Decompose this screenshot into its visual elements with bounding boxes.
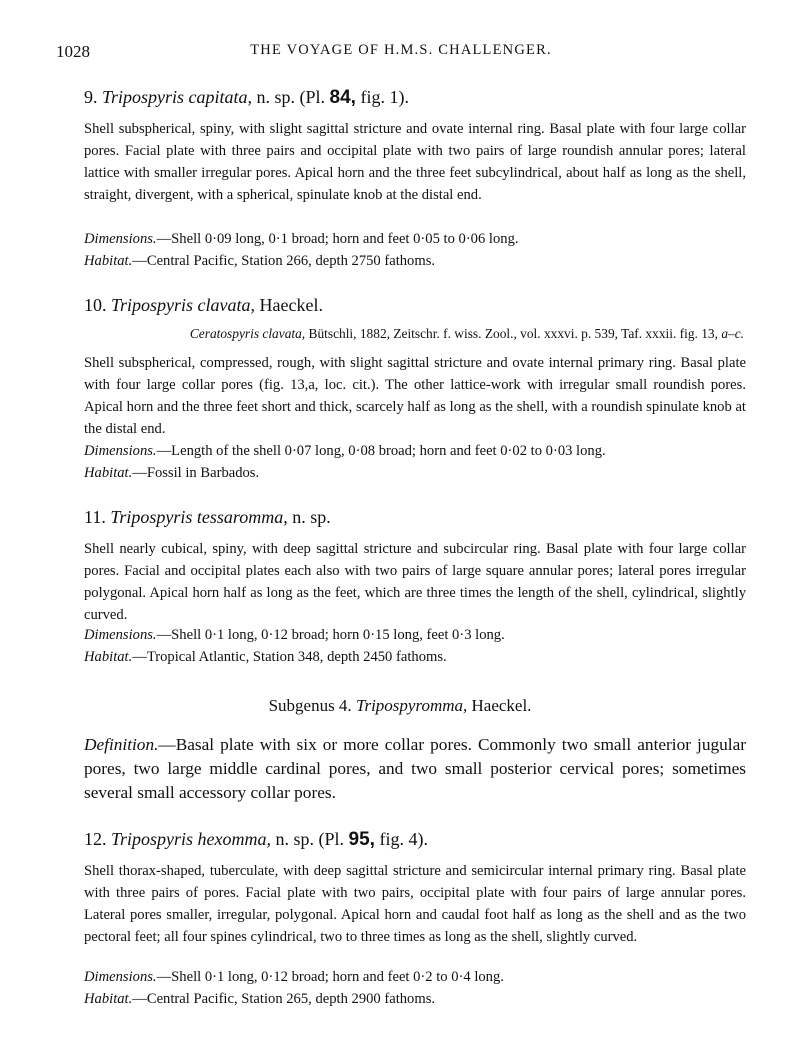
species-name: Tripospyris tessaromma, [110, 507, 288, 527]
subgenus-suffix: Haeckel. [467, 696, 532, 715]
running-head: THE VOYAGE OF H.M.S. CHALLENGER. [250, 42, 552, 58]
subgenus-name: Tripospyromma, [355, 696, 468, 715]
plate-number: 84, [329, 87, 356, 108]
habitat-label: Habitat. [84, 649, 133, 665]
species-10-description: Shell subspherical, compressed, rough, with slight sagittal stricture and ovate internal primary ring. Basal plate with four large collar pores (fig. 13,a, loc. cit.). The other lattice-work with irregular small roundish pores. Apical horn and the three feet short and thick, scarcely half as long as the shell, with a roundish spinulate knob at the distal end. [84, 355, 746, 437]
dimensions-text: —Length of the shell 0·07 long, 0·08 broad; horn and feet 0·02 to 0·03 long. [156, 443, 606, 459]
species-9-habitat [84, 250, 435, 272]
species-9-description: Shell subspherical, spiny, with slight sagittal stricture and ovate internal ring. Basal plate with four large collar pores. Facial plate with three pairs and occipital plate with two pairs of large roundish annular pores; lateral lattice with smaller irregular pores. Apical horn and the three feet subcylindrical, about half as long as the shell, straight, divergent, with a spherical, spinulate knob at the distal end. [84, 121, 746, 203]
species-9-dimensions [84, 228, 519, 250]
dimensions-label: Dimensions. [84, 969, 157, 985]
dimensions-label: Dimensions. [84, 627, 157, 643]
species-suffix: n. sp. (Pl. [252, 87, 330, 107]
species-figure: fig. 4). [374, 829, 428, 849]
species-11-dimensions [84, 624, 505, 646]
habitat-text: —Tropical Atlantic, Station 348, depth 2450 fathoms. [132, 649, 447, 665]
species-figure: fig. 1). [355, 87, 409, 107]
definition-text: —Basal plate with six or more collar pores. Commonly two small anterior jugular pores, two large middle cardinal pores, and two small posterior cervical pores; sometimes several small accessory collar pores. [84, 735, 746, 802]
reference-text: Bütschli, 1882, Zeitschr. f. wiss. Zool., vol. xxxvi. p. 539, Taf. xxxii. fig. 13, [305, 326, 722, 341]
dimensions-text: —Shell 0·1 long, 0·12 broad; horn 0·15 long, feet 0·3 long. [156, 627, 505, 643]
page-number: 1028 [56, 42, 90, 61]
plate-number: 95, [348, 829, 375, 850]
habitat-text: —Central Pacific, Station 265, depth 2900 fathoms. [132, 991, 436, 1007]
reference-tail: a–c. [721, 326, 744, 341]
species-suffix: n. sp. [287, 507, 331, 527]
habitat-text: —Central Pacific, Station 266, depth 2750 fathoms. [132, 253, 436, 269]
species-11-habitat [84, 646, 447, 668]
species-suffix: Haeckel. [255, 295, 323, 315]
page-header [56, 42, 746, 66]
species-10-reference [190, 324, 744, 344]
species-name: Tripospyris capitata, [102, 87, 253, 107]
habitat-label: Habitat. [84, 465, 133, 481]
species-10-habitat [84, 462, 259, 484]
species-number: 10. [84, 295, 107, 315]
species-suffix: n. sp. (Pl. [271, 829, 349, 849]
dimensions-text: —Shell 0·1 long, 0·12 broad; horn and feet 0·2 to 0·4 long. [156, 969, 504, 985]
species-9-heading [84, 86, 746, 109]
reference-name: Ceratospyris clavata, [189, 326, 306, 341]
species-11-description: Shell nearly cubical, spiny, with deep sagittal stricture and subcircular ring. Basal plate with four large collar pores. Facial and occipital plates each also with two pairs of large square annular pores; lateral pores irregular polygonal. Apical horn half as long as the feet, which are three times the length of the shell, cylindrical, slightly curved. [84, 541, 746, 623]
species-name: Tripospyris hexomma, [111, 829, 272, 849]
subgenus-definition [84, 733, 746, 805]
species-number: 12. [84, 829, 107, 849]
species-11-heading [84, 506, 746, 528]
species-10-dimensions [84, 440, 606, 462]
habitat-label: Habitat. [84, 991, 133, 1007]
species-number: 9. [84, 87, 98, 107]
species-12-dimensions [84, 966, 504, 988]
dimensions-label: Dimensions. [84, 231, 157, 247]
definition-label: Definition. [84, 735, 159, 754]
habitat-label: Habitat. [84, 253, 133, 269]
species-12-habitat [84, 988, 435, 1010]
habitat-text: —Fossil in Barbados. [132, 465, 260, 481]
species-12-description: Shell thorax-shaped, tuberculate, with deep sagittal stricture and semicircular internal primary ring. Basal plate with three pairs of pores. Facial plate with two pairs, occipital plate with four pairs of large annular pores. Lateral pores smaller, irregular, polygonal. Apical horn and caudal foot half as long as the shell and as the two pectoral feet; all four spines cylindrical, two to three times as long as the shell, slightly curved. [84, 863, 746, 945]
dimensions-label: Dimensions. [84, 443, 157, 459]
subgenus-heading [0, 696, 800, 716]
subgenus-prefix: Subgenus 4. [268, 696, 356, 715]
species-12-heading [84, 828, 746, 851]
species-number: 11. [84, 507, 106, 527]
dimensions-text: —Shell 0·09 long, 0·1 broad; horn and feet 0·05 to 0·06 long. [156, 231, 519, 247]
species-10-heading [84, 294, 746, 316]
species-name: Tripospyris clavata, [111, 295, 256, 315]
